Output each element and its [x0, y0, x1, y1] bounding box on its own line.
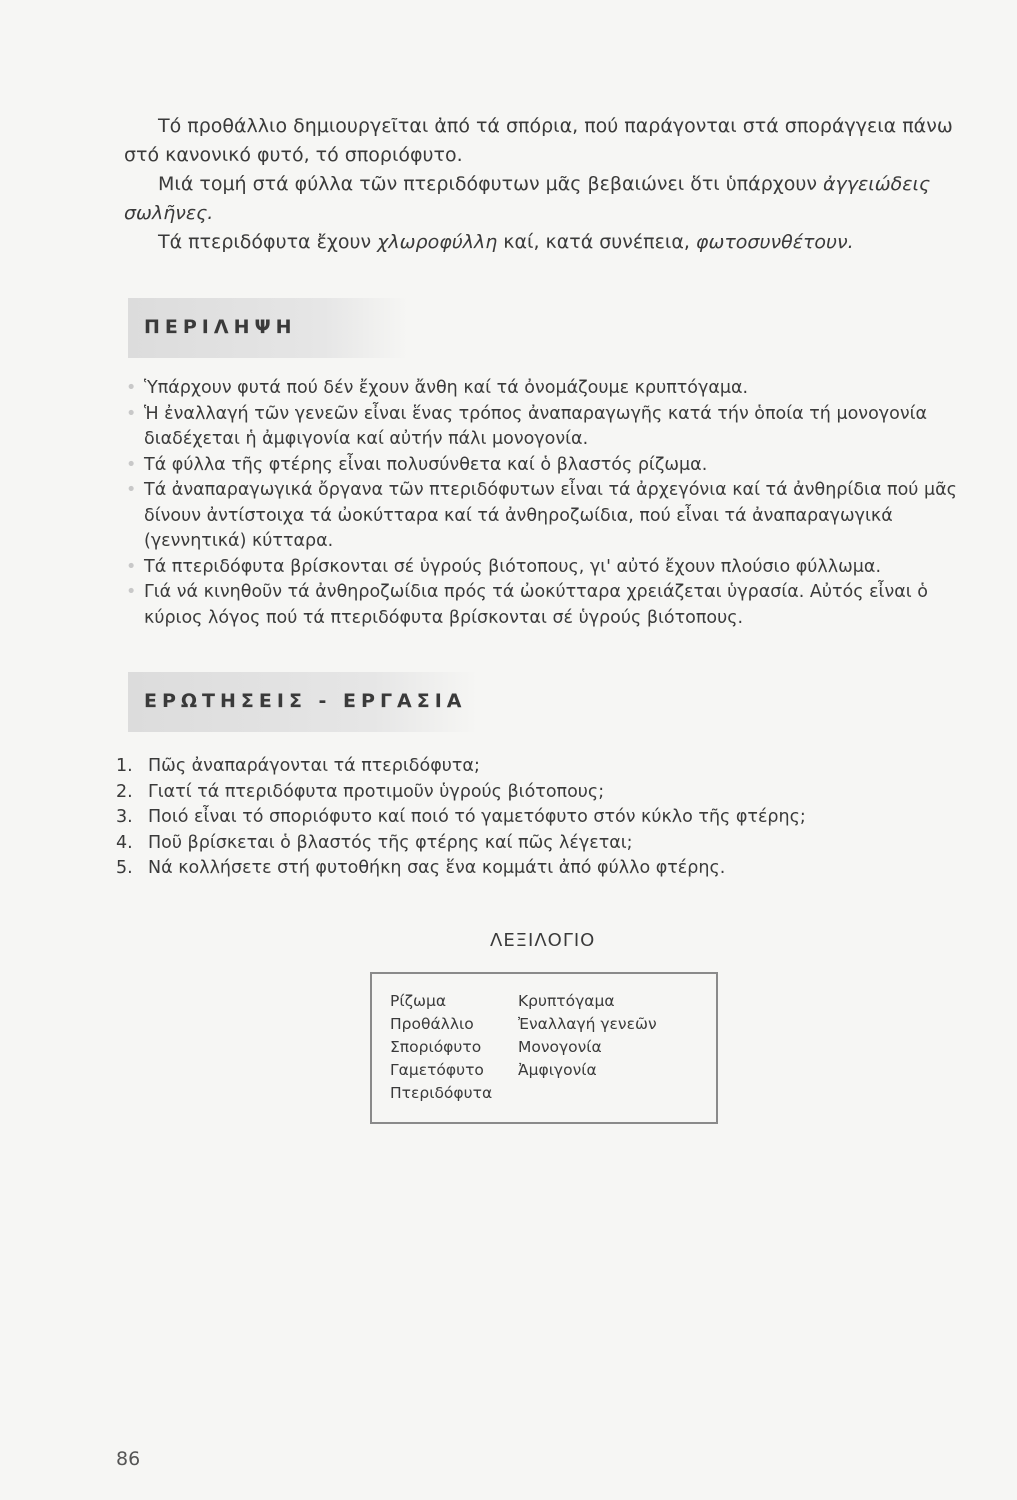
glossary-term: Γαμετόφυτο	[390, 1061, 484, 1079]
summary-item: • Γιά νά κινηθοῦν τά ἀνθηροζωίδια πρός τά ὠοκύτταρα χρειάζεται ὑγρασία. Αὐτός εἶναι ὁ κύριος λόγος πού τά πτεριδόφυτα βρίσκονται σέ ὑγρούς βιότοπους.	[124, 580, 984, 631]
questions-heading-banner	[128, 672, 478, 732]
questions-heading: ΕΡΩΤΗΣΕΙΣ - ΕΡΓΑΣΙΑ	[144, 690, 467, 712]
intro-p3-term-2: φωτοσυνθέτουν.	[695, 231, 854, 253]
question-item	[116, 805, 976, 831]
intro-paragraph-2	[124, 170, 984, 228]
intro-text	[124, 112, 984, 257]
glossary-term: Μονογονία	[518, 1038, 602, 1056]
summary-item: • Ὑπάρχουν φυτά πού δέν ἔχουν ἄνθη καί τά ὀνομάζουμε κρυπτόγαμα.	[124, 376, 984, 402]
intro-paragraph-3	[124, 228, 984, 257]
question-number: 4.	[116, 832, 133, 853]
glossary-term: Ρίζωμα	[390, 992, 447, 1010]
glossary-term: Πτεριδόφυτα	[390, 1084, 493, 1102]
question-number: 2.	[116, 781, 133, 802]
glossary-term: Σποριόφυτο	[390, 1038, 482, 1056]
summary-item: • Ἡ ἐναλλαγή τῶν γενεῶν εἶναι ἕνας τρόπος ἀναπαραγωγῆς κατά τήν ὁποία τή μονογονία διαδέχεται ἡ ἀμφιγονία καί αὐτήν πάλι μονογονία.	[124, 402, 984, 453]
glossary-term: Κρυπτόγαμα	[518, 992, 615, 1010]
question-item	[116, 780, 976, 806]
glossary-title: ΛΕΞΙΛΟΓΙΟ	[490, 930, 596, 951]
summary-item: • Τά πτεριδόφυτα βρίσκονται σέ ὑγρούς βιότοπους, γι' αὐτό ἔχουν πλούσιο φύλλωμα.	[124, 555, 984, 581]
glossary-box	[370, 972, 718, 1124]
question-text: Ποῦ βρίσκεται ὁ βλαστός τῆς φτέρης καί πῶς λέγεται;	[148, 832, 633, 853]
page-number: 86	[116, 1448, 141, 1470]
question-item	[116, 856, 976, 882]
glossary-right-column	[518, 990, 657, 1082]
question-number: 3.	[116, 807, 133, 827]
question-text: Νά κολλήσετε στή φυτοθήκη σας ἕνα κομμάτι ἀπό φύλλο φτέρης.	[148, 858, 726, 878]
glossary-term: Ἐναλλαγή γενεῶν	[518, 1015, 657, 1033]
question-item	[116, 754, 976, 780]
question-text: Ποιό εἶναι τό σποριόφυτο καί ποιό τό γαμετόφυτο στόν κύκλο τῆς φτέρης;	[148, 807, 806, 827]
summary-list	[124, 376, 984, 631]
glossary-left-column	[390, 990, 492, 1105]
question-text: Γιατί τά πτεριδόφυτα προτιμοῦν ὑγρούς βιότοπους;	[148, 781, 605, 802]
question-number: 1.	[116, 756, 133, 776]
intro-paragraph-1: Τό προθάλλιο δημιουργεῖται ἀπό τά σπόρια, πού παράγονται στά σποράγγεια πάνω στό κανονικό φυτό, τό σποριόφυτο.	[124, 115, 953, 166]
intro-p3-text-a: Τά πτεριδόφυτα ἔχουν	[158, 231, 378, 253]
summary-item: • Τά φύλλα τῆς φτέρης εἶναι πολυσύνθετα καί ὁ βλαστός ρίζωμα.	[124, 453, 984, 479]
intro-p2-text: Μιά τομή στά φύλλα τῶν πτεριδόφυτων μᾶς βεβαιώνει ὅτι ὑπάρχουν	[158, 173, 823, 195]
glossary-term: Προθάλλιο	[390, 1015, 474, 1033]
intro-p3-term-1: χλωροφύλλη	[377, 231, 498, 253]
question-text: Πῶς ἀναπαράγονται τά πτεριδόφυτα;	[148, 756, 480, 776]
intro-p3-text-b: καί, κατά συνέπεια,	[497, 231, 696, 253]
summary-item: • Τά ἀναπαραγωγικά ὄργανα τῶν πτεριδόφυτων εἶναι τά ἀρχεγόνια καί τά ἀνθηρίδια πού μᾶς δίνουν ἀντίστοιχα τά ὠοκύτταρα καί τά ἀνθηροζωίδια, πού εἶναι τά ἀναπαραγωγικά (γεννητικά) κύτταρα.	[124, 478, 984, 555]
question-item	[116, 831, 976, 857]
intro-p2-term: ἀγγειώδεις σωλῆνες.	[124, 173, 931, 224]
summary-heading: ΠΕΡΙΛΗΨΗ	[144, 316, 297, 338]
glossary-term: Ἀμφιγονία	[518, 1061, 597, 1079]
questions-list	[116, 754, 976, 882]
question-number: 5.	[116, 858, 133, 878]
summary-heading-banner	[128, 298, 408, 358]
